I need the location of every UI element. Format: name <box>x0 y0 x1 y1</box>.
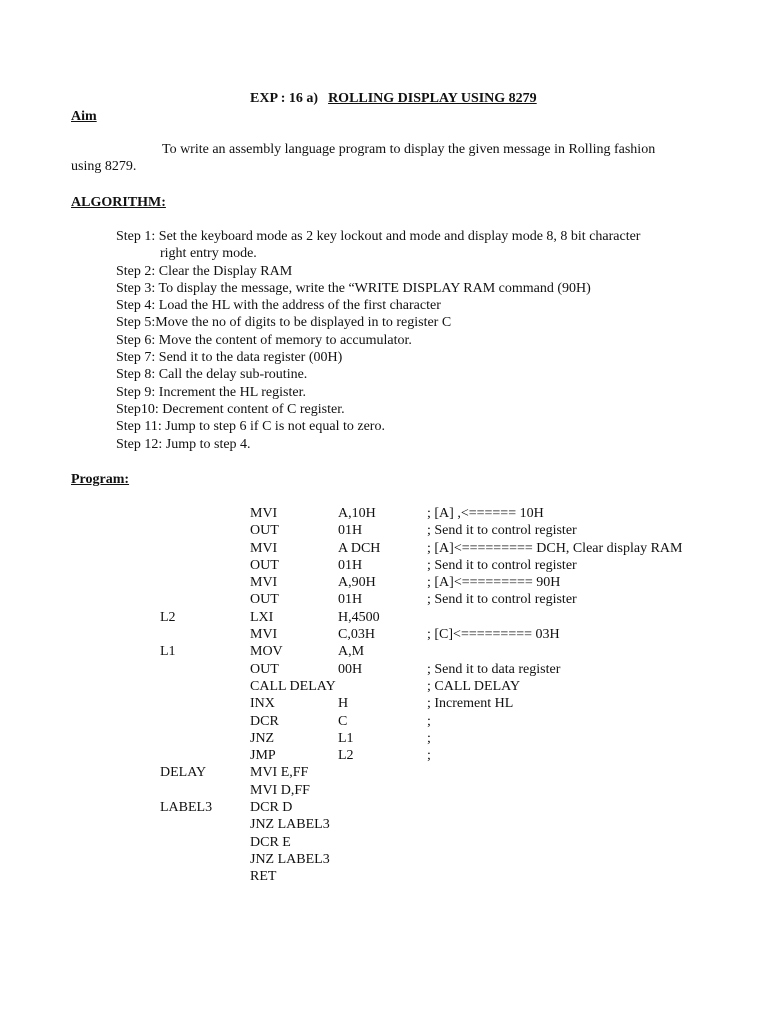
code-comment: ; <box>427 713 431 729</box>
code-comment: ; Send it to control register <box>427 523 577 539</box>
code-label: L1 <box>160 644 176 660</box>
algorithm-step <box>116 263 640 280</box>
step-text: Step 9: Increment the HL register. <box>116 384 306 400</box>
step-text: Step 12: Jump to step 4. <box>116 436 251 452</box>
code-line <box>0 626 768 643</box>
code-operand: L1 <box>338 730 354 746</box>
code-line <box>0 609 768 626</box>
code-instruction: OUT <box>250 592 279 608</box>
step-text: Step 8: Call the delay sub-routine. <box>116 367 308 383</box>
code-line <box>0 557 768 574</box>
code-instruction: DCR D <box>250 800 293 816</box>
algorithm-step <box>116 401 640 418</box>
code-line <box>0 695 768 712</box>
code-instruction: MVI <box>250 627 278 643</box>
step-text: Step10: Decrement content of C register. <box>116 401 345 417</box>
code-comment: ; Increment HL <box>427 696 514 712</box>
algorithm-step <box>116 280 640 297</box>
code-operand: 01H <box>338 592 363 608</box>
code-instruction: MVI D,FF <box>250 782 310 798</box>
code-line <box>0 574 768 591</box>
code-comment: ; Send it to control register <box>427 592 577 608</box>
code-operand: A DCH <box>338 540 381 556</box>
step-text: Step 1: Set the keyboard mode as 2 key lockout and mode and display mode 8, 8 bit character <box>116 229 641 244</box>
code-line <box>0 661 768 678</box>
algorithm-step <box>116 384 640 401</box>
code-comment: ; <box>427 730 431 746</box>
code-instruction: OUT <box>250 557 279 573</box>
algorithm-heading: ALGORITHM: <box>71 195 166 210</box>
step-text: Step 6: Move the content of memory to accumulator. <box>116 332 412 348</box>
experiment-number: EXP : 16 a) <box>250 91 319 106</box>
code-line <box>0 764 768 781</box>
code-line <box>0 799 768 816</box>
code-instruction: OUT <box>250 661 279 677</box>
code-line <box>0 678 768 695</box>
code-operand: 01H <box>338 557 363 573</box>
code-comment: ; <box>427 748 431 764</box>
step-text: Step 5:Move the no of digits to be displayed in to register C <box>116 315 452 331</box>
step-text: Step 4: Load the HL with the address of the first character <box>116 298 441 314</box>
code-instruction: OUT <box>250 523 279 539</box>
code-operand: A,10H <box>338 506 376 521</box>
code-comment: ; CALL DELAY <box>427 678 521 694</box>
code-line <box>0 834 768 851</box>
code-instruction: MVI <box>250 575 278 591</box>
code-comment: ; Send it to data register <box>427 661 561 677</box>
code-line <box>0 643 768 660</box>
code-operand: C,03H <box>338 627 375 643</box>
algorithm-step <box>116 314 640 331</box>
code-instruction: MVI E,FF <box>250 765 309 781</box>
code-comment: ; [A]<========= DCH, Clear display RAM <box>427 540 683 556</box>
aim-heading: Aim <box>71 109 97 124</box>
code-instruction: MVI <box>250 506 278 521</box>
code-line <box>0 747 768 764</box>
code-instruction: DCR E <box>250 834 291 850</box>
code-line <box>0 522 768 539</box>
code-instruction: JNZ <box>250 730 275 746</box>
step-text: Step 2: Clear the Display RAM <box>116 263 293 279</box>
algorithm-step <box>116 349 640 366</box>
code-line <box>0 713 768 730</box>
code-operand: L2 <box>338 748 354 764</box>
code-operand: C <box>338 713 348 729</box>
code-instruction: CALL DELAY <box>250 678 336 694</box>
step-continuation: right entry mode. <box>160 246 257 262</box>
code-operand: A,90H <box>338 575 376 591</box>
code-operand: A,M <box>338 644 365 660</box>
code-comment: ; [C]<========= 03H <box>427 627 560 643</box>
algorithm-step <box>116 436 640 453</box>
code-operand: 00H <box>338 661 363 677</box>
code-line <box>0 540 768 557</box>
code-instruction: JNZ LABEL3 <box>250 851 330 867</box>
page-title <box>250 90 537 107</box>
code-comment: ; [A]<========= 90H <box>427 575 561 591</box>
aim-text-line1: To write an assembly language program to display the given message in Rolling fashion <box>162 142 656 157</box>
step-text: Step 11: Jump to step 6 if C is not equal to zero. <box>116 419 385 435</box>
code-instruction: LXI <box>250 609 274 625</box>
aim-text-line2: using 8279. <box>71 159 137 174</box>
code-line <box>0 591 768 608</box>
code-instruction: MVI <box>250 540 278 556</box>
code-line <box>0 868 768 885</box>
code-label: DELAY <box>160 765 207 781</box>
code-instruction: JNZ LABEL3 <box>250 817 330 833</box>
code-line <box>0 782 768 799</box>
experiment-name: ROLLING DISPLAY USING 8279 <box>328 91 537 106</box>
code-label: L2 <box>160 609 176 625</box>
code-operand: 01H <box>338 523 363 539</box>
code-comment: ; [A] ,<====== 10H <box>427 506 544 521</box>
code-instruction: MOV <box>250 644 283 660</box>
code-line <box>0 505 768 522</box>
code-line <box>0 730 768 747</box>
code-instruction: RET <box>250 869 277 885</box>
algorithm-step <box>116 332 640 349</box>
program-listing <box>0 505 768 886</box>
code-instruction: INX <box>250 696 275 712</box>
code-operand: H <box>338 696 349 712</box>
code-label: LABEL3 <box>160 800 213 816</box>
code-line <box>0 816 768 833</box>
algorithm-step <box>116 228 640 263</box>
code-instruction: DCR <box>250 713 279 729</box>
algorithm-steps <box>116 228 640 453</box>
code-instruction: JMP <box>250 748 276 764</box>
algorithm-step <box>116 297 640 314</box>
step-text: Step 3: To display the message, write the “WRITE DISPLAY RAM command (90H) <box>116 280 591 296</box>
code-line <box>0 851 768 868</box>
algorithm-step <box>116 366 640 383</box>
program-heading: Program: <box>71 472 130 487</box>
algorithm-step <box>116 418 640 435</box>
step-text: Step 7: Send it to the data register (00H) <box>116 350 343 366</box>
code-comment: ; Send it to control register <box>427 557 577 573</box>
code-operand: H,4500 <box>338 609 380 625</box>
